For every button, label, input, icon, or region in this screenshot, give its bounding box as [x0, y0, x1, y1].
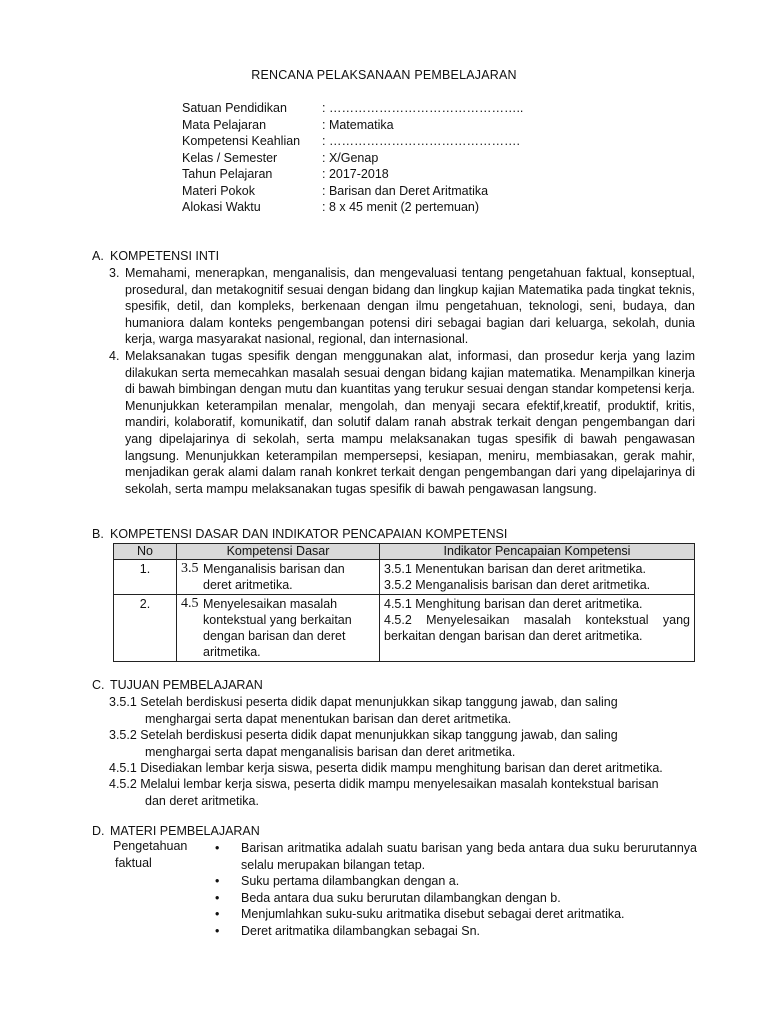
kd-number: 4.5: [181, 596, 199, 611]
meta-row: [182, 183, 523, 200]
indicator-cell: [380, 560, 695, 595]
list-item: [213, 906, 697, 923]
indicator-item: 4.5.1 Menghitung barisan dan deret aritmetika.: [384, 597, 643, 611]
section-title: KOMPETENSI INTI: [110, 249, 220, 263]
document-title: RENCANA PELAKSANAAN PEMBELAJARAN: [251, 68, 517, 82]
meta-label: Mata Pelajaran: [182, 117, 267, 132]
indicator-item: 4.5.2 Menyelesaikan masalah kontekstual yang berkaitan dengan barisan dan deret aritmetika.: [384, 613, 690, 643]
bullet-icon: •: [215, 874, 220, 889]
item-number: 4.: [109, 349, 120, 363]
section-letter: D.: [92, 824, 105, 838]
indicator-item: 3.5.1 Menentukan barisan dan deret aritmetika.: [384, 562, 646, 576]
objective-item: [109, 727, 697, 760]
label-line: Pengetahuan: [113, 839, 188, 853]
list-item: [213, 923, 697, 940]
section-a-heading: [92, 249, 219, 263]
meta-value: : Barisan dan Deret Aritmatika: [322, 183, 489, 198]
table-header-row: [114, 544, 695, 560]
meta-label: Tahun Pelajaran: [182, 167, 273, 181]
kd-entry: [181, 561, 375, 593]
kd-number: 3.5: [181, 561, 199, 576]
list-item: [213, 873, 697, 890]
list-item-text: Deret aritmatika dilambangkan sebagai Sn.: [241, 923, 481, 938]
column-header: Indikator Pencapaian Kompetensi: [380, 544, 695, 560]
knowledge-type-label: [113, 838, 187, 871]
column-header: No: [114, 544, 177, 560]
meta-value: : X/Genap: [322, 150, 379, 165]
section-letter: C.: [92, 678, 105, 692]
meta-value: : 8 x 45 menit (2 pertemuan): [322, 200, 480, 214]
objective-line: menghargai serta dapat menentukan barisan dan deret aritmetika.: [145, 711, 512, 726]
section-d-heading: [92, 824, 260, 838]
list-item: [213, 890, 697, 907]
item-number: 3.: [109, 266, 120, 280]
meta-row: [182, 166, 523, 183]
kd-text: Menganalisis barisan dan deret aritmetika.: [203, 562, 345, 592]
list-item-text: Beda antara dua suku berurutan dilambangkan dengan b.: [241, 890, 561, 905]
item-text: Melaksanakan tugas spesifik dengan menggunakan alat, informasi, dan prosedur kerja yang lazim dilakukan serta memecahkan masalah sesuai dengan bidang kajian matematika. Menampilkan kinerja di bawah bimbingan dengan mutu dan kuantitas yang terukur sesuai dengan standar kompetensi kerja. Menunjukkan keterampilan menalar, mengolah, dan menyaji secara efektif,kreatif, produktif, kritis, mandiri, kolaboratif, komunikatif, dan solutif dalam ranah abstrak terkait dengan pengembangan dari yang dipelajarinya di sekolah, serta mampu melaksanakan tugas spesifik di bawah pengawasan langsung. Menunjukkan keterampilan mempersepsi, kesiapan, meniru, membiasakan, gerak mahir, menjadikan gerak alami dalam ranah konkret terkait dengan pengembangan dari yang dipelajarinya di sekolah, serta mampu melaksanakan tugas spesifik di bawah pengawasan langsung.: [125, 349, 695, 496]
meta-row: [182, 117, 523, 134]
indicator-cell: [380, 595, 695, 662]
objective-line: 4.5.2 Melalui lembar kerja siswa, peserta didik mampu menyelesaikan masalah kontekstual barisan: [109, 777, 659, 791]
kd-text: Menyelesaikan masalah kontekstual yang berkaitan dengan barisan dan deret aritmetika.: [203, 597, 352, 659]
objective-item: [109, 760, 697, 777]
section-b-heading: [92, 527, 507, 541]
meta-value: : ………………………………………..: [322, 101, 524, 115]
section-title: TUJUAN PEMBELAJARAN: [110, 678, 263, 692]
indicator-item: 3.5.2 Menganalisis barisan dan deret aritmetika.: [384, 578, 651, 592]
label-line: faktual: [115, 855, 152, 870]
meta-value: : ……………………………………….: [322, 134, 520, 148]
kd-entry: [181, 596, 375, 660]
competency-table: [113, 543, 695, 662]
objective-item: [109, 776, 697, 809]
objective-line: 4.5.1 Disediakan lembar kerja siswa, peserta didik mampu menghitung barisan dan deret aritmetika.: [109, 761, 663, 775]
meta-label: Kelas / Semester: [182, 150, 278, 165]
bullet-icon: •: [215, 841, 220, 855]
objective-line: menghargai serta dapat menganalisis barisan dan deret aritmetika.: [145, 744, 516, 759]
meta-label: Materi Pokok: [182, 183, 255, 198]
meta-row: [182, 133, 523, 150]
objective-line: 3.5.2 Setelah berdiskusi peserta didik dapat menunjukkan sikap tanggung jawab, dan saling: [109, 728, 618, 742]
meta-value: : Matematika: [322, 117, 394, 132]
objective-line: dan deret aritmetika.: [145, 793, 259, 808]
list-item-text: Suku pertama dilambangkan dengan a.: [241, 874, 460, 889]
basic-competency-cell: [177, 560, 380, 595]
section-letter: A.: [92, 249, 104, 263]
table-row: [114, 595, 695, 662]
materials-list: [213, 840, 697, 940]
section-title: MATERI PEMBELAJARAN: [110, 824, 260, 838]
bullet-icon: •: [215, 923, 220, 938]
bullet-icon: •: [215, 907, 220, 922]
table-row: [114, 560, 695, 595]
section-letter: B.: [92, 527, 104, 541]
objective-item: [109, 694, 697, 727]
list-item-text: Menjumlahkan suku-suku aritmatika disebut sebagai deret aritmatika.: [241, 907, 625, 922]
column-header: Kompetensi Dasar: [177, 544, 380, 560]
meta-label: Kompetensi Keahlian: [182, 134, 301, 148]
ki-item: [109, 348, 695, 497]
list-item-text: Barisan aritmatika adalah suatu barisan yang beda antara dua suku berurutannya selalu merupakan bilangan tetap.: [241, 841, 697, 872]
row-number: 2.: [114, 595, 177, 662]
identity-block: [182, 100, 523, 216]
section-title: KOMPETENSI DASAR DAN INDIKATOR PENCAPAIAN KOMPETENSI: [110, 527, 508, 541]
meta-row: [182, 199, 523, 216]
section-c-heading: [92, 678, 263, 692]
item-text: Memahami, menerapkan, menganalisis, dan mengevaluasi tentang pengetahuan faktual, konseptual, prosedural, dan metakognitif sesuai dengan bidang dan lingkup kajian Matematika pada tingkat teknis, spesifik, detil, dan kompleks, berkenaan dengan ilmu pengetahuan, teknologi, seni, budaya, dan humaniora dalam konteks pengembangan potensi diri sebagai bagian dari keluarga, sekolah, dunia kerja, warga masyarakat nasional, regional, dan internasional.: [125, 266, 695, 347]
row-number: 1.: [114, 560, 177, 595]
meta-label: Alokasi Waktu: [182, 200, 261, 214]
meta-value: : 2017-2018: [322, 167, 389, 181]
meta-row: [182, 150, 523, 167]
ki-item: [109, 265, 695, 348]
meta-row: [182, 100, 523, 117]
basic-competency-cell: [177, 595, 380, 662]
bullet-icon: •: [215, 890, 220, 905]
meta-label: Satuan Pendidikan: [182, 101, 287, 115]
objective-line: 3.5.1 Setelah berdiskusi peserta didik dapat menunjukkan sikap tanggung jawab, dan saling: [109, 695, 618, 709]
list-item: [213, 840, 697, 873]
